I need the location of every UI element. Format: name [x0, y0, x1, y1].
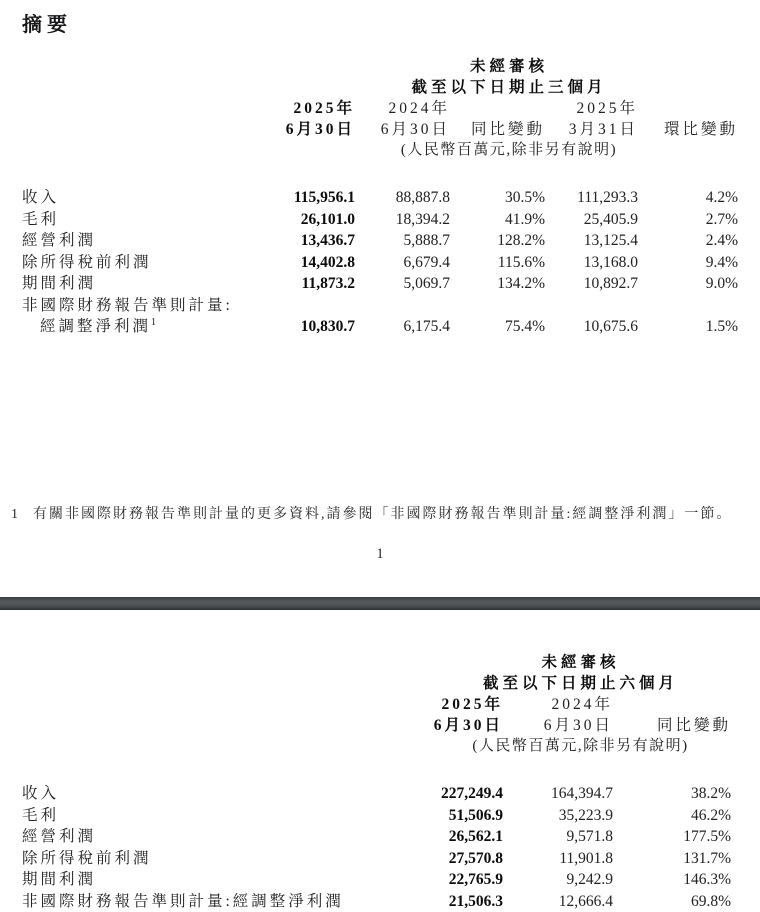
- row-label: 非國際財務報告準則計量:經調整淨利潤: [22, 891, 430, 912]
- unaudited-header: 未經審核: [280, 56, 738, 77]
- footnote-marker: 1: [11, 506, 33, 523]
- six-month-summary-table: [22, 652, 731, 912]
- value-cell: 22,765.9: [430, 869, 503, 891]
- value-cell: 2.7%: [638, 209, 738, 231]
- unit-note: (人民幣百萬元,除非另有說明): [280, 140, 738, 160]
- value-cell: 75.4%: [450, 316, 545, 338]
- col-header-qoq: 環比變動: [638, 119, 738, 140]
- row-label: 非國際財務報告準則計量:: [22, 295, 280, 317]
- table-header-row: [22, 652, 731, 673]
- value-cell: 10,892.7: [545, 273, 638, 295]
- value-cell: 1.5%: [638, 316, 738, 338]
- value-cell: 46.2%: [613, 805, 731, 827]
- period-header: 截至以下日期止三個月: [280, 77, 738, 98]
- table-row: [22, 160, 738, 209]
- table-header-row: [22, 119, 738, 140]
- value-cell: 164,394.7: [503, 756, 613, 805]
- value-cell: 41.9%: [450, 209, 545, 231]
- value-cell: 12,666.4: [503, 891, 613, 912]
- value-cell: 10,675.6: [545, 316, 638, 338]
- value-cell: 5,069.7: [355, 273, 450, 295]
- value-cell: 111,293.3: [545, 160, 638, 209]
- table-header-row: [22, 694, 731, 715]
- footnote-ref: 1: [151, 317, 156, 328]
- value-cell: 69.8%: [613, 891, 731, 912]
- unit-note-row: [22, 140, 738, 160]
- value-cell: 6,175.4: [355, 316, 450, 338]
- value-cell: 14,402.8: [280, 252, 355, 274]
- table-row: [22, 295, 738, 317]
- col-header-year: 2025年: [545, 98, 638, 119]
- table-row: [22, 230, 738, 252]
- value-cell: 27,570.8: [430, 848, 503, 870]
- three-month-summary-table: [22, 56, 738, 338]
- value-cell: 9.0%: [638, 273, 738, 295]
- col-header-date: 3月31日: [545, 119, 638, 140]
- unaudited-header: 未經審核: [430, 652, 731, 673]
- value-cell: 25,405.9: [545, 209, 638, 231]
- col-header-date: 6月30日: [430, 715, 503, 736]
- row-label: 除所得稅前利潤: [22, 848, 430, 870]
- col-header-year: 2025年: [430, 694, 503, 715]
- value-cell: 10,830.7: [280, 316, 355, 338]
- value-cell: 26,562.1: [430, 826, 503, 848]
- table-row: [22, 316, 738, 338]
- value-cell: 11,873.2: [280, 273, 355, 295]
- row-label: 期間利潤: [22, 273, 280, 295]
- value-cell: 146.3%: [613, 869, 731, 891]
- table-row: [22, 826, 731, 848]
- table-header-row: [22, 715, 731, 736]
- col-header-year: 2025年: [280, 98, 355, 119]
- value-cell: 128.2%: [450, 230, 545, 252]
- page-title: 摘要: [22, 8, 72, 37]
- table-row: [22, 273, 738, 295]
- col-header-date: 6月30日: [355, 119, 450, 140]
- unit-note: (人民幣百萬元,除非另有說明): [430, 736, 731, 756]
- row-label: 經營利潤: [22, 230, 280, 252]
- value-cell: 51,506.9: [430, 805, 503, 827]
- value-cell: 131.7%: [613, 848, 731, 870]
- table-header-row: [22, 98, 738, 119]
- value-cell: 35,223.9: [503, 805, 613, 827]
- value-cell: 11,901.8: [503, 848, 613, 870]
- row-label: 經營利潤: [22, 826, 430, 848]
- value-cell: 30.5%: [450, 160, 545, 209]
- col-header-year: 2024年: [355, 98, 450, 119]
- table-header-row: [22, 56, 738, 77]
- table-row: [22, 848, 731, 870]
- table-header-row: [22, 77, 738, 98]
- row-label: 收入: [22, 756, 430, 805]
- row-label: 收入: [22, 160, 280, 209]
- value-cell: 9,571.8: [503, 826, 613, 848]
- value-cell: 4.2%: [638, 160, 738, 209]
- unit-note-row: [22, 736, 731, 756]
- value-cell: 13,125.4: [545, 230, 638, 252]
- row-label: 期間利潤: [22, 869, 430, 891]
- row-label: 毛利: [22, 805, 430, 827]
- value-cell: 38.2%: [613, 756, 731, 805]
- period-header: 截至以下日期止六個月: [430, 673, 731, 694]
- value-cell: 115.6%: [450, 252, 545, 274]
- row-label: 除所得稅前利潤: [22, 252, 280, 274]
- row-label: 毛利: [22, 209, 280, 231]
- value-cell: 9.4%: [638, 252, 738, 274]
- value-cell: 26,101.0: [280, 209, 355, 231]
- col-header-year: 2024年: [503, 694, 613, 715]
- value-cell: 9,242.9: [503, 869, 613, 891]
- col-header-date: 6月30日: [280, 119, 355, 140]
- value-cell: 5,888.7: [355, 230, 450, 252]
- value-cell: 227,249.4: [430, 756, 503, 805]
- table-row: [22, 756, 731, 805]
- footnote: [11, 506, 751, 523]
- value-cell: 13,436.7: [280, 230, 355, 252]
- value-cell: 177.5%: [613, 826, 731, 848]
- col-header-yoy: 同比變動: [613, 715, 731, 736]
- table-header-row: [22, 673, 731, 694]
- col-header-date: 6月30日: [503, 715, 613, 736]
- value-cell: 115,956.1: [280, 160, 355, 209]
- page-divider: [0, 597, 760, 610]
- value-cell: 88,887.8: [355, 160, 450, 209]
- col-header-yoy: 同比變動: [450, 119, 545, 140]
- row-label: 經調整淨利潤$^1$: [22, 316, 280, 338]
- value-cell: 18,394.2: [355, 209, 450, 231]
- value-cell: 134.2%: [450, 273, 545, 295]
- table-row: [22, 805, 731, 827]
- table-row: [22, 252, 738, 274]
- table-row: [22, 869, 731, 891]
- value-cell: 6,679.4: [355, 252, 450, 274]
- footnote-text: 有關非國際財務報告準則計量的更多資料,請參閱「非國際財務報告準則計量:經調整淨利潤」一節。: [33, 507, 732, 522]
- table-row: [22, 209, 738, 231]
- value-cell: 21,506.3: [430, 891, 503, 912]
- value-cell: 13,168.0: [545, 252, 638, 274]
- page-number: 1: [0, 546, 760, 563]
- pdf-page-2: [0, 610, 760, 910]
- table-row: [22, 891, 731, 912]
- value-cell: 2.4%: [638, 230, 738, 252]
